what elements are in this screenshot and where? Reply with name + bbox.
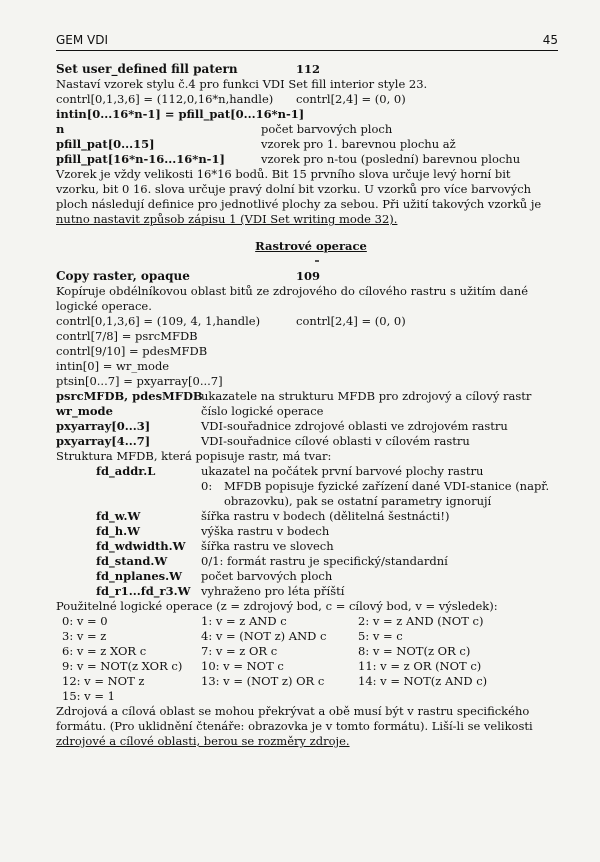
field-name: fd_r1...fd_r3.W <box>96 584 191 598</box>
op-item: 14: v = NOT(z AND c) <box>358 674 488 688</box>
page-number: 45 <box>542 33 558 47</box>
param-desc: VDI-souřadnice zdrojové oblasti ve zdrojovém rastru <box>201 419 508 433</box>
struct-intro: Struktura MFDB, která popisuje rastr, má tvar: <box>56 449 332 463</box>
section2-title: Copy raster, opaque <box>56 269 190 283</box>
param-name: wr_mode <box>56 404 113 418</box>
op-item: 12: v = NOT z <box>62 674 145 688</box>
ops-row <box>56 629 566 644</box>
section1-title: Set user_defined fill patern <box>56 62 238 76</box>
struct-field-row <box>56 524 566 539</box>
param-row <box>56 389 566 404</box>
param-name: psrcMFDB, pdesMFDB <box>56 389 203 403</box>
header-title: GEM VDI <box>56 33 109 47</box>
op-item: 0: v = 0 <box>62 614 108 628</box>
body-text-line: nutno nastavit způsob zápisu 1 (VDI Set writing mode 32). <box>56 212 398 226</box>
section2-contrl <box>56 314 566 329</box>
body-text-line: vzorku, bit 0 16. slova určuje pravý dolní bit vzorku. U vzorků pro více barvových <box>56 182 532 196</box>
param-desc: VDI-souřadnice cílové oblasti v cílovém rastru <box>201 434 470 448</box>
section2-contrl-a: contrl[0,1,3,6] = (109, 4, 1,handle) <box>56 314 261 328</box>
op-item: 9: v = NOT(z XOR c) <box>62 659 183 673</box>
struct-field-row <box>56 509 566 524</box>
struct-field-row <box>56 569 566 584</box>
param-name: pxyarray[0...3] <box>56 419 151 433</box>
closing-line: Zdrojová a cílová oblast se mohou překrývat a obě musí být v rastru specifického <box>56 704 530 718</box>
section1-contrl-b: contrl[2,4] = (0, 0) <box>296 92 406 106</box>
param-name: n <box>56 122 65 136</box>
section2-code: 109 <box>296 269 321 283</box>
note-text: MFDB popisuje fyzické zařízení dané VDI-stanice (např. <box>224 479 550 493</box>
param-row <box>56 404 566 419</box>
section2-intin: intin[0] = wr_mode <box>56 359 170 373</box>
param-name: pfill_pat[0...15] <box>56 137 155 151</box>
closing-line: zdrojové a cílové oblasti, berou se rozměry zdroje. <box>56 734 350 748</box>
field-desc: počet barvových ploch <box>201 569 333 583</box>
page-content <box>56 62 566 749</box>
struct-note-row <box>56 479 566 494</box>
section2-title-row <box>56 269 566 284</box>
spacer <box>56 254 566 269</box>
field-desc: 0/1: formát rastru je specifický/standardní <box>201 554 448 568</box>
param-desc: počet barvových ploch <box>261 122 393 136</box>
section2-contrl910: contrl[9/10] = pdesMFDB <box>56 344 208 358</box>
param-row <box>56 419 566 434</box>
section2-ptsin: ptsin[0...7] = pxyarray[0...7] <box>56 374 223 388</box>
field-desc: výška rastru v bodech <box>201 524 330 538</box>
section1-desc: Nastaví vzorek stylu č.4 pro funkci VDI Set fill interior style 23. <box>56 77 428 91</box>
param-row <box>56 122 566 137</box>
section2-heading <box>56 239 566 254</box>
field-desc: šířka rastru ve slovech <box>201 539 334 553</box>
ops-intro: Použitelné logické operace (z = zdrojový bod, c = cílový bod, v = výsledek): <box>56 599 498 613</box>
op-item: 3: v = z <box>62 629 107 643</box>
field-name: fd_stand.W <box>96 554 168 568</box>
param-row <box>56 152 566 167</box>
field-desc: šířka rastru v bodech (dělitelná šestnácti!) <box>201 509 450 523</box>
param-desc: vzorek pro 1. barevnou plochu až <box>261 137 456 151</box>
op-item: 10: v = NOT c <box>201 659 284 673</box>
struct-field-row <box>56 539 566 554</box>
note-text: obrazovku), pak se ostatní parametry ignorují <box>224 494 492 508</box>
section2-desc: Kopíruje obdélníkovou oblast bitů ze zdrojového do cílového rastru s užitím dané <box>56 284 528 298</box>
struct-note-row <box>56 494 566 509</box>
param-name: pfill_pat[16*n-16...16*n-1] <box>56 152 225 166</box>
ops-row <box>56 689 566 704</box>
param-name: pxyarray[4...7] <box>56 434 151 448</box>
field-name: fd_h.W <box>96 524 141 538</box>
note-prefix: 0: <box>201 479 213 493</box>
section2-contrl-b: contrl[2,4] = (0, 0) <box>296 314 406 328</box>
field-desc: vyhraženo pro léta příští <box>201 584 345 598</box>
op-item: 11: v = z OR (NOT c) <box>358 659 482 673</box>
field-name: fd_w.W <box>96 509 141 523</box>
op-item: 5: v = c <box>358 629 403 643</box>
struct-field-row <box>56 554 566 569</box>
op-item: 2: v = z AND (NOT c) <box>358 614 484 628</box>
section1-heading <box>56 62 566 77</box>
section1-intin: intin[0...16*n-1] = pfill_pat[0...16*n-1] <box>56 107 305 121</box>
ops-row <box>56 659 566 674</box>
section1-contrl <box>56 92 566 107</box>
body-text-line: Vzorek je vždy velikosti 16*16 bodů. Bit 15 prvního slova určuje levý horní bit <box>56 167 511 181</box>
body-text-line: ploch následují definice pro jednotlivé plochy za sebou. Při užití takových vzorků je <box>56 197 542 211</box>
stray-mark <box>315 260 319 262</box>
param-row <box>56 434 566 449</box>
section2-desc: logické operace. <box>56 299 152 313</box>
op-item: 6: v = z XOR c <box>62 644 147 658</box>
op-item: 8: v = NOT(z OR c) <box>358 644 471 658</box>
section1-contrl-a: contrl[0,1,3,6] = (112,0,16*n,handle) <box>56 92 274 106</box>
field-name: fd_wdwidth.W <box>96 539 186 553</box>
section1-code: 112 <box>296 62 321 76</box>
ops-row <box>56 644 566 659</box>
field-name: fd_addr.L <box>96 464 156 478</box>
op-item: 1: v = z AND c <box>201 614 287 628</box>
param-row <box>56 137 566 152</box>
struct-field-row <box>56 464 566 479</box>
field-desc: ukazatel na počátek první barvové plochy rastru <box>201 464 484 478</box>
op-item: 7: v = z OR c <box>201 644 278 658</box>
field-name: fd_nplanes.W <box>96 569 183 583</box>
param-desc: číslo logické operace <box>201 404 324 418</box>
op-item: 13: v = (NOT z) OR c <box>201 674 325 688</box>
param-desc: ukazatele na strukturu MFDB pro zdrojový a cílový rastr <box>201 389 532 403</box>
param-desc: vzorek pro n-tou (poslední) barevnou plochu <box>261 152 521 166</box>
ops-row <box>56 674 566 689</box>
struct-field-row <box>56 584 566 599</box>
section2-heading-text: Rastrové operace <box>255 239 367 253</box>
page-header <box>56 30 558 51</box>
op-item: 4: v = (NOT z) AND c <box>201 629 327 643</box>
ops-row <box>56 614 566 629</box>
section2-contrl78: contrl[7/8] = psrcMFDB <box>56 329 198 343</box>
closing-line: formátu. (Pro uklidnění čtenáře: obrazovka je v tomto formátu). Liší-li se velikosti <box>56 719 533 733</box>
op-item: 15: v = 1 <box>62 689 115 703</box>
